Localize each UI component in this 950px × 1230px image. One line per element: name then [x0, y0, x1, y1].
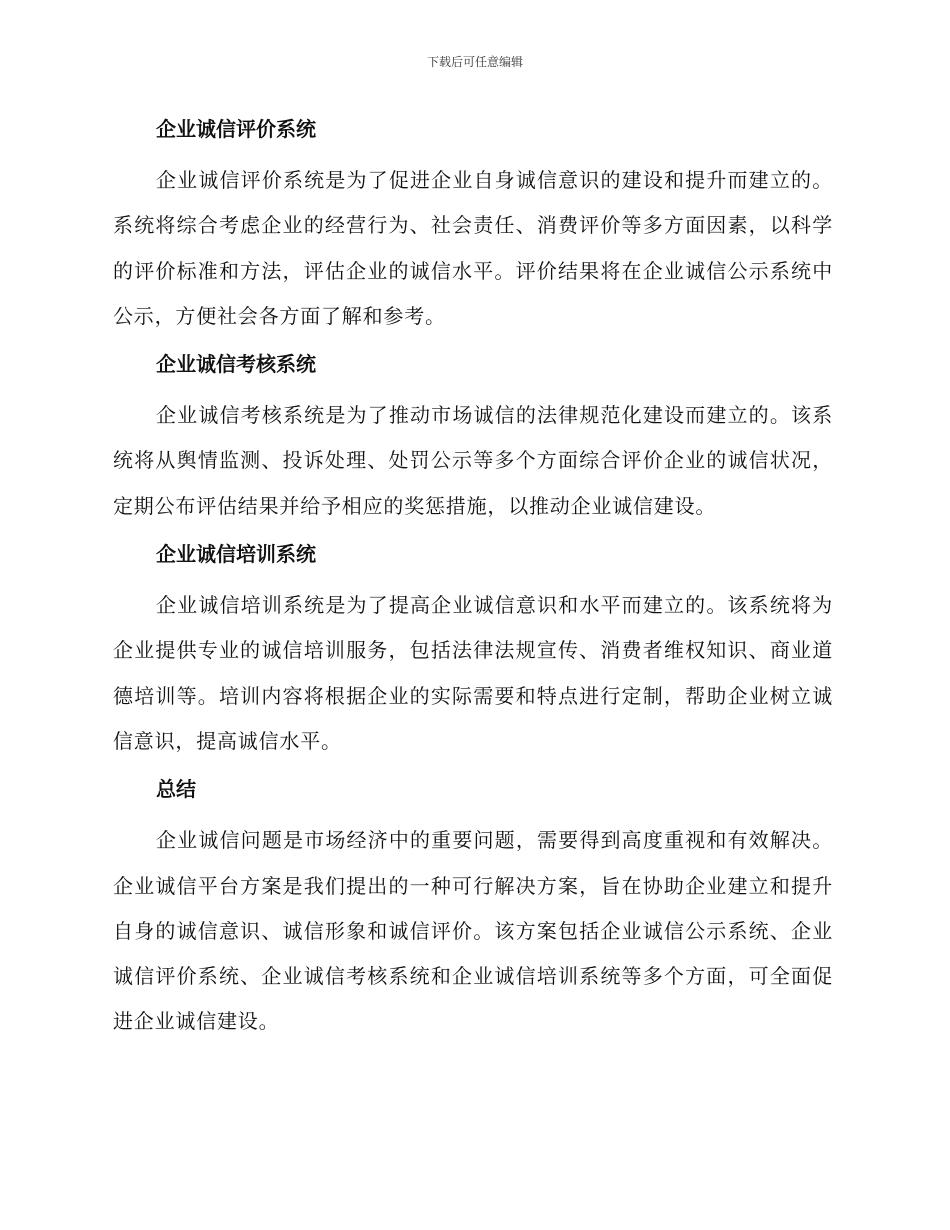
section-title: 企业诚信考核系统 — [156, 352, 316, 377]
section-summary — [113, 772, 833, 1044]
section-evaluation-system — [113, 112, 833, 339]
section-title: 总结 — [156, 777, 196, 802]
section-paragraph: 企业诚信考核系统是为了推动市场诚信的法律规范化建设而建立的。该系统将从舆情监测、投诉处理、处罚公示等多个方面综合评价企业的诚信状况，定期公布评估结果并给予相应的奖惩措施，以推动企业诚信建设。 — [113, 403, 833, 518]
section-paragraph: 企业诚信评价系统是为了促进企业自身诚信意识的建设和提升而建立的。系统将综合考虑企业的经营行为、社会责任、消费评价等多方面因素，以科学的评价标准和方法，评估企业的诚信水平。评价结果将在企业诚信公示系统中公示，方便社会各方面了解和参考。 — [113, 168, 833, 328]
section-assessment-system — [113, 347, 833, 529]
section-training-system — [113, 537, 833, 764]
document-body — [113, 112, 833, 1053]
section-title: 企业诚信评价系统 — [156, 117, 316, 141]
section-paragraph: 企业诚信培训系统是为了提高企业诚信意识和水平而建立的。该系统将为企业提供专业的诚信培训服务，包括法律法规宣传、消费者维权知识、商业道德培训等。培训内容将根据企业的实际需要和特点进行定制，帮助企业树立诚信意识，提高诚信水平。 — [113, 593, 833, 753]
section-paragraph: 企业诚信问题是市场经济中的重要问题，需要得到高度重视和有效解决。企业诚信平台方案是我们提出的一种可行解决方案，旨在协助企业建立和提升自身的诚信意识、诚信形象和诚信评价。该方案包括企业诚信公示系统、企业诚信评价系统、企业诚信考核系统和企业诚信培训系统等多个方面，可全面促进企业诚信建设。 — [113, 828, 833, 1034]
section-title: 企业诚信培训系统 — [156, 542, 316, 567]
page-header-note: 下载后可任意编辑 — [426, 55, 523, 69]
